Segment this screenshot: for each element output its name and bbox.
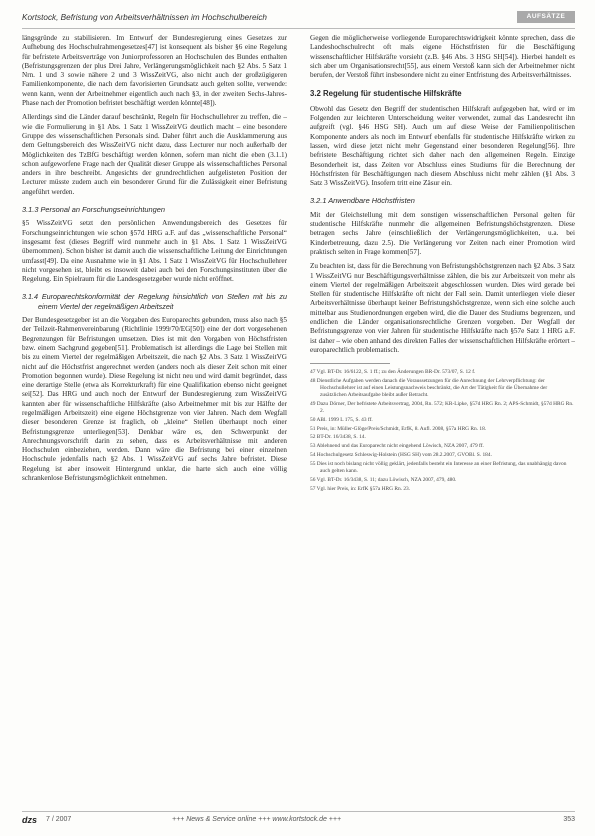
paragraph: §5 WissZeitVG setzt den persönlichen Anwendungsbereich des Gesetzes für Forschungseinrichtungen wie schon §57d HRG a.F. auf das „wissenschaftliche Personal“ insgesamt fest (dieses Begriff wird nunmehr auch in §1 Abs. 1 Satz 1 WissZeitVG übernommen). Schon bisher ist damit auch die wissenschaftliche Leitung der Einrichtungen umfasst[49]. Da eine Ausnahme wie in §1 Abs. 1 Satz 1 WissZeitVG für Hochschullehrer nicht vorgesehen ist, bleibt es insoweit dabei auch bei den Forschungsinstituten über die Regelung. Ein Spielraum für die Landesgesetzgeber wurde nicht eröffnet. xyxy=(22,219,287,284)
footnote-rule xyxy=(310,363,390,364)
footnote: 48 Dienstliche Aufgaben werden danach die Voraussetzungen für die Anrechnung der Lehrverpflichtung: der Hochschullehrer ist auf einen Leistungsnachweis beschränkt, die Art der Tätigkeit für die Übernahme der zusätzlichen Arbeitsaufgabe bleibt außer Betracht. xyxy=(310,378,548,398)
footnote: 57 Vgl. hier Preis, in: ErfK §57a HRG Rn. 23. xyxy=(310,485,411,492)
footnotes xyxy=(310,369,575,493)
journal-logo: dzs xyxy=(22,815,38,825)
page-footer xyxy=(22,816,575,828)
section-badge: AUFSÄTZE xyxy=(517,11,575,23)
service-line: +++ News & Service online +++ www.kortstock.de +++ xyxy=(172,816,342,823)
page-number: 353 xyxy=(563,816,575,823)
footnote: 47 Vgl. BT-Dr. 16/6122, S. 1 ff.; zu den Änderungen BR-Dr. 573/07, S. 12 f. xyxy=(310,369,476,376)
footnote: 53 Ablehnend und das Europarecht nicht eingehend Löwisch, NZA 2007, 479 ff. xyxy=(310,443,484,450)
left-column xyxy=(22,34,287,488)
section-heading: 3.2 Regelung für studentische Hilfskräfte xyxy=(310,89,462,99)
subsection-heading: 3.1.4 Europarechtskonformität der Regelung hinsichtlich von Stellen mit bis zu einem Viertel der regelmäßigen Arbeitszeit xyxy=(22,292,287,311)
running-header xyxy=(22,9,575,27)
paragraph: Der Bundesgesetzgeber ist an die Vorgaben des Europarechts gebunden, muss also nach §5 der Teilzeit-Rahmenvereinbarung (Richtlinie 1999/70/EG[50]) eine der dort vorgesehenen Begrenzungen für Befristungen umsetzen. Dies ist mit den Vorgaben von Höchstfristen bzw. einem Sachgrund gegeben[51]. Problematisch ist allerdings die Lage bei Stellen mit bis zu einem Viertel der regelmäßigen Arbeitszeit, die nach §2 Abs. 3 Satz 1 WissZeitVG nicht auf die Höchstfrist angerechnet werden (anders noch als dieser Zeit schon mit einer Promotion begonnen wurde). Diese Regelung ist nicht neu und wird damit begründet, dass eine derartige Stelle (etwa als Korrekturkraft) für eine Qualifikation ebenso nicht geeignet sei[52]. Das HRG und auch noch der Entwurf der Bundesregierung zum WissZeitVG kannten aber für wissenschaftliche Hilfskräfte (also Arbeitnehmer mit bis zur Hälfte der regelmäßigen Arbeitszeit) eine eigene Höchstgrenze von vier Jahren. Nach dem Wegfall dieser besonderen Grenze ist fraglich, ob „kleine“ Stellen überhaupt noch einer Befristungsgrenze unterliegen[53]. Denkbar wäre es, den Schwerpunkt der Anrechnungsvorschrift darin zu sehen, dass es Arbeitsverhältnisse mit anderen Hochschulen einbeziehen, werden. Dann wäre die Befristung bei einer einzelnen Hochschule jedenfalls nach §2 Abs. 1 WissZeitVG auf sechs Jahre befristet. Diese Regelung ist aber insoweit Hintergrund unklar, die harte sich auch eine völlig schrankenlose Befristungsmöglichkeit entnehmen. xyxy=(22,316,287,483)
header-rule xyxy=(22,28,575,29)
paragraph: Obwohl das Gesetz den Begriff der studentischen Hilfskraft aufgegeben hat, wird er im Folgenden zur leichteren Unterscheidung weiter verwendet, zumal das Landesrecht ihn aufgreift (vgl. §46 HSG SH). Auch um auf diese Weise der Familienpolitischen Komponente anders als noch im Entwurf ebenfalls für studentische Hilfskräfte wirken zu lassen, wird diese jetzt nicht mehr Gegenstand einer besonderen Regelung[56]. Ihre befristete Beschäftigung richtet sich daher nach den allgemeinen Regeln. Einzige Besonderheit ist, dass Zeiten vor Abschluss eines Studiums für die Berechnung der Höchstfristen für Beschäftigungen nach diesem Abschluss nicht mehr zählen (§1 Abs. 3 Satz 3 WissZeitVG). Insofern tritt eine Zäsur ein. xyxy=(310,104,575,188)
footnote: 51 Preis, in: Müller-Glöge/Preis/Schmidt, ErfK, 8. Aufl. 2008, §57a HRG Rn. 18. xyxy=(310,425,487,432)
footnote: 49 Dazu Dörner, Der befristete Arbeitsvertrag, 2004, Rn. 572; KR-Lipke, §57d HRG Rn. 2; APS-Schmidt, §57d HRG Rn. 2. xyxy=(310,400,574,414)
issue-number: 7 / 2007 xyxy=(46,816,72,823)
footnote: 54 Hochschulgesetz Schleswig-Holstein (HSG SH) vom 28.2.2007, GVOBl. S. 184. xyxy=(310,452,492,459)
footnote: 56 Vgl. BT-Dr. 16/3438, S. 11; dazu Löwisch, NZA 2007, 479, 480. xyxy=(310,476,457,483)
paragraph: Mit der Gleichstellung mit dem sonstigen wissenschaftlichen Personal gelten für studentische Hilfskräfte nunmehr die allgemeinen Befristungshöchstgrenzen. Diese betragen sechs Jahre (einschließlich der Verlängerungsmöglichkeiten, u.a. bei Kinderbetreuung, dazu 2.5). Die Verlängerung vor Zeiten nach einer Promotion wird praktisch selten in Frage kommen[57]. xyxy=(310,210,575,256)
paragraph: Allerdings sind die Länder darauf beschränkt, Regeln für Hochschullehrer zu treffen, die – wie die Formulierung in §1 Abs. 1 Satz 1 WissZeitVG deutlich macht – eine besondere Gruppe des wissenschaftlichen Personals sind. Daher führt auch die Ausklammerung aus dem Geltungsbereich des WissZeitVG nicht dazu, dass Lecturer nur noch außerhalb der Möglichkeiten des TzBfG beschäftigt werden können, sofern man nicht die eben (3.1.1) schon aufgeworfene Frage nach der Qualität dieser Gruppe als wissenschaftliches Personal anders in ihre beschreibt. Angesichts der grundrechtlichen aufgelisteten Position der Lecturer müsste zudem auch ein besonderer Grund für die Zulässigkeit einer Befristung angeführt werden. xyxy=(22,113,287,196)
paragraph: längsgründe zu stabilisieren. Im Entwurf der Bundesregierung eines Gesetzes zur Aufhebung des Hochschulrahmengesetzes[47] ist konsequent als bisher §6 eine Regelung für befristete Arbeitsverträge von Juniorprofessoren an Hochschulen des Bundes enthalten (Befristungsgrenzen der plus Drei Jahre, Verlängerungsmöglichkeit nach §2 Abs. 5 Satz 1 Nrn. 1 und 3 sowie nähere 2 und 3 WissZeitVG, also nicht auch der großzügigeren Familienkomponente, die nach dem favorisierten Grundsatz auch gelten sollte, verwende: wenn kann, wenn der Arbeitnehmer eigentlich auch nach §3, in der zweiten Sechs-Jahres-Phase nach der Promotion befristet beschäftigt werden könnte[48]). xyxy=(22,34,287,108)
footnote: 55 Dies ist noch bislang nicht völlig geklärt, jedenfalls besteht ein Interesse an einer Befristung, das unabhängig davon auch gelten kann. xyxy=(310,461,567,475)
right-column xyxy=(310,34,575,495)
footer-rule xyxy=(22,811,575,812)
subsection-heading: 3.1.3 Personal an Forschungseinrichtungen xyxy=(22,205,165,215)
subsection-heading: 3.2.1 Anwendbare Höchstfristen xyxy=(310,196,415,206)
footnote: 52 BT-Dr. 16/3438, S. 14. xyxy=(310,434,366,441)
paragraph: Gegen die möglicherweise vorliegende Europarechtswidrigkeit könnte sprechen, dass die Landeshochschulrecht oft mals eigene Höchstfristen für die Beschäftigung wissenschaftlicher Hilfskräfte vorsieht (z.B. §46 Abs. 3 HSG SH[54]). Hierbei handelt es sich aber um Organisationsrecht[55], aus einem Verstoß kann sich der Arbeitnehmer nicht berufen, der Verstoß führt insbesondere nicht zu einer Entfristung des Arbeitsverhältnisses. xyxy=(310,34,575,80)
running-title: Kortstock, Befristung von Arbeitsverhältnissen im Hochschulbereich xyxy=(22,13,267,22)
paragraph: Zu beachten ist, dass für die Berechnung von Befristungshöchstgrenzen nach §2 Abs. 3 Satz 1 WissZeitVG nur Beschäftigungsverhältnisse zählen, die bis zur Arbeitszeit von mehr als einem Viertel der regelmäßigen Arbeitszeit abgeschlossen wurden. Dies wird gerade bei Stellen für studentische Hilfskräfte oft nicht der Fall sein. Damit unterliegen viele dieser Arbeitsverhältnisse überhaupt keiner Befristungshöchstgrenze, wenn sich eine solche auch mittelbar aus Studienordnungen ergeben wird, die die Dauer des Studiums begrenzen, und endlichen die Länder organisationsrechtliche Grenzen vorgeben. Der Wegfall der Befristungsgrenze von vier Jahren für studentische Hilfskräfte nach §57e Satz 1 HRG a.F. ist daher – wie oben anhand des direkten Falles der wissenschaftlichen Hilfskräfte erörtert – europarechtlich problematisch. xyxy=(310,262,575,354)
footnote: 50 ABl. 1999 L 175, S. 43 ff. xyxy=(310,416,373,423)
